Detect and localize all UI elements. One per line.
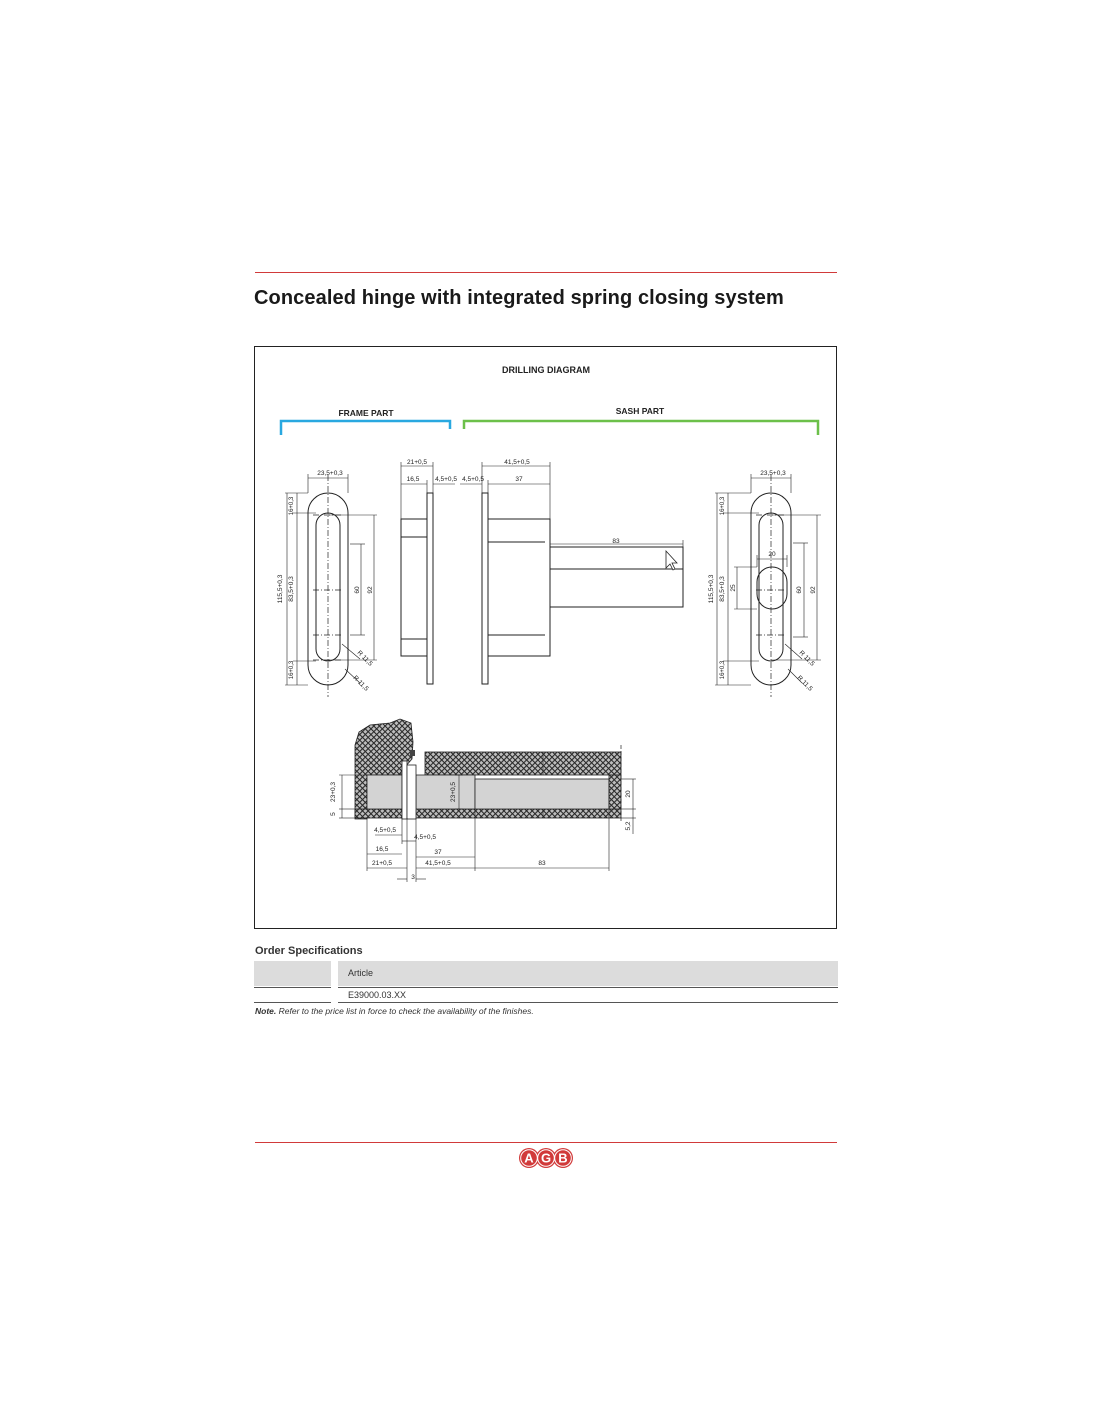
sect-dim-21: 21+0,5 [371,860,393,867]
logo-letter-a: A [524,1150,534,1166]
logo-letter-g: G [540,1150,552,1166]
sect-dim-23b: 23+0,5 [450,781,457,803]
order-specifications-title: Order Specifications [255,945,363,957]
dim-hole-92: 92 [367,586,374,594]
section-view [330,719,636,882]
dim-frame-flange: 4,5+0,5 [435,476,457,483]
sect-dim-23: 23+0,3 [330,781,337,803]
dim-sash-end-16-bottom: 16+0,3 [720,660,726,680]
dim-total-115: 115,5+0,3 [277,574,284,604]
dim-hole-60: 60 [354,586,361,594]
sash-side-view [460,459,683,684]
dim-mid-83: 83,5+0,3 [288,576,295,602]
spec-header-right-cell [338,961,838,986]
dim-arm-length: 83 [612,538,620,545]
logo-letter-b: B [558,1150,568,1166]
sash-part-label: SASH PART [615,406,665,416]
frame-bracket [281,421,450,435]
spec-header-left-cell [254,961,331,986]
diagram-heading: DRILLING DIAGRAM [502,365,590,375]
frame-slot-view [277,470,377,697]
dim-small-25: 25 [730,584,737,592]
sect-dim-4-5-b: 4,5+0,5 [414,834,436,841]
dim-sash-hole-92: 92 [810,586,817,594]
page-title: Concealed hinge with integrated spring closing system [254,287,784,309]
dim-end-16-top: 16+0,3 [289,496,295,516]
dim-sash-mid-83: 83,5+0,3 [719,576,726,602]
sect-dim-16-5: 16,5 [375,846,389,853]
dim-frame-inner: 16,5 [406,476,420,483]
sect-dim-83: 83 [538,860,546,867]
sect-dim-41-5: 41,5+0,5 [425,860,451,867]
dim-sash-depth: 41,5+0,5 [504,459,530,466]
cursor-arrow-icon [666,551,677,570]
frame-side-view [401,459,457,684]
note-text [255,1006,534,1016]
drilling-diagram-svg [255,347,838,930]
sect-dim-5: 5 [330,812,337,816]
sash-slot-view [708,470,821,697]
sect-dim-3: 3 [411,874,415,881]
spec-article-value: E39000.03.XX [348,990,407,1000]
sect-dim-5-2: 5,2 [625,821,632,831]
dim-end-16-bottom: 16+0,3 [289,660,295,680]
agb-logo [518,1147,574,1169]
top-rule [255,272,837,273]
dim-small-20: 20 [768,551,776,558]
dim-sash-radius-2: R 11,5 [795,674,814,693]
bottom-rule [255,1142,837,1143]
drilling-diagram-panel [254,346,837,929]
sash-bracket [464,421,818,435]
note-lead: Note. [255,1006,277,1016]
dim-sash-hole-60: 60 [796,586,803,594]
spec-header-article: Article [348,968,374,978]
dim-sash-radius-1: R 11,5 [797,649,816,668]
sect-dim-4-5-a: 4,5+0,5 [374,827,396,834]
spec-column-gap [331,958,338,1006]
dim-radius-2: R 11,5 [351,674,370,693]
dim-sash-width-top: 23,5+0,3 [760,470,786,477]
spec-row-divider [254,987,838,988]
frame-part-label: FRAME PART [338,408,394,418]
dim-sash-total-115: 115,5+0,3 [708,574,715,604]
dim-width-top: 23,5+0,3 [317,470,343,477]
sect-dim-37: 37 [434,849,442,856]
dim-frame-depth: 21+0,5 [406,459,428,466]
dim-sash-inner: 37 [515,476,523,483]
note-body: Refer to the price list in force to check the availability of the finishes. [276,1006,534,1016]
spec-row-divider-bottom [254,1002,838,1003]
dim-radius-1: R 11,5 [355,649,374,668]
dim-sash-flange: 4,5+0,5 [462,476,484,483]
sect-dim-20: 20 [625,790,632,798]
dim-sash-end-16-top: 16+0,3 [720,496,726,516]
